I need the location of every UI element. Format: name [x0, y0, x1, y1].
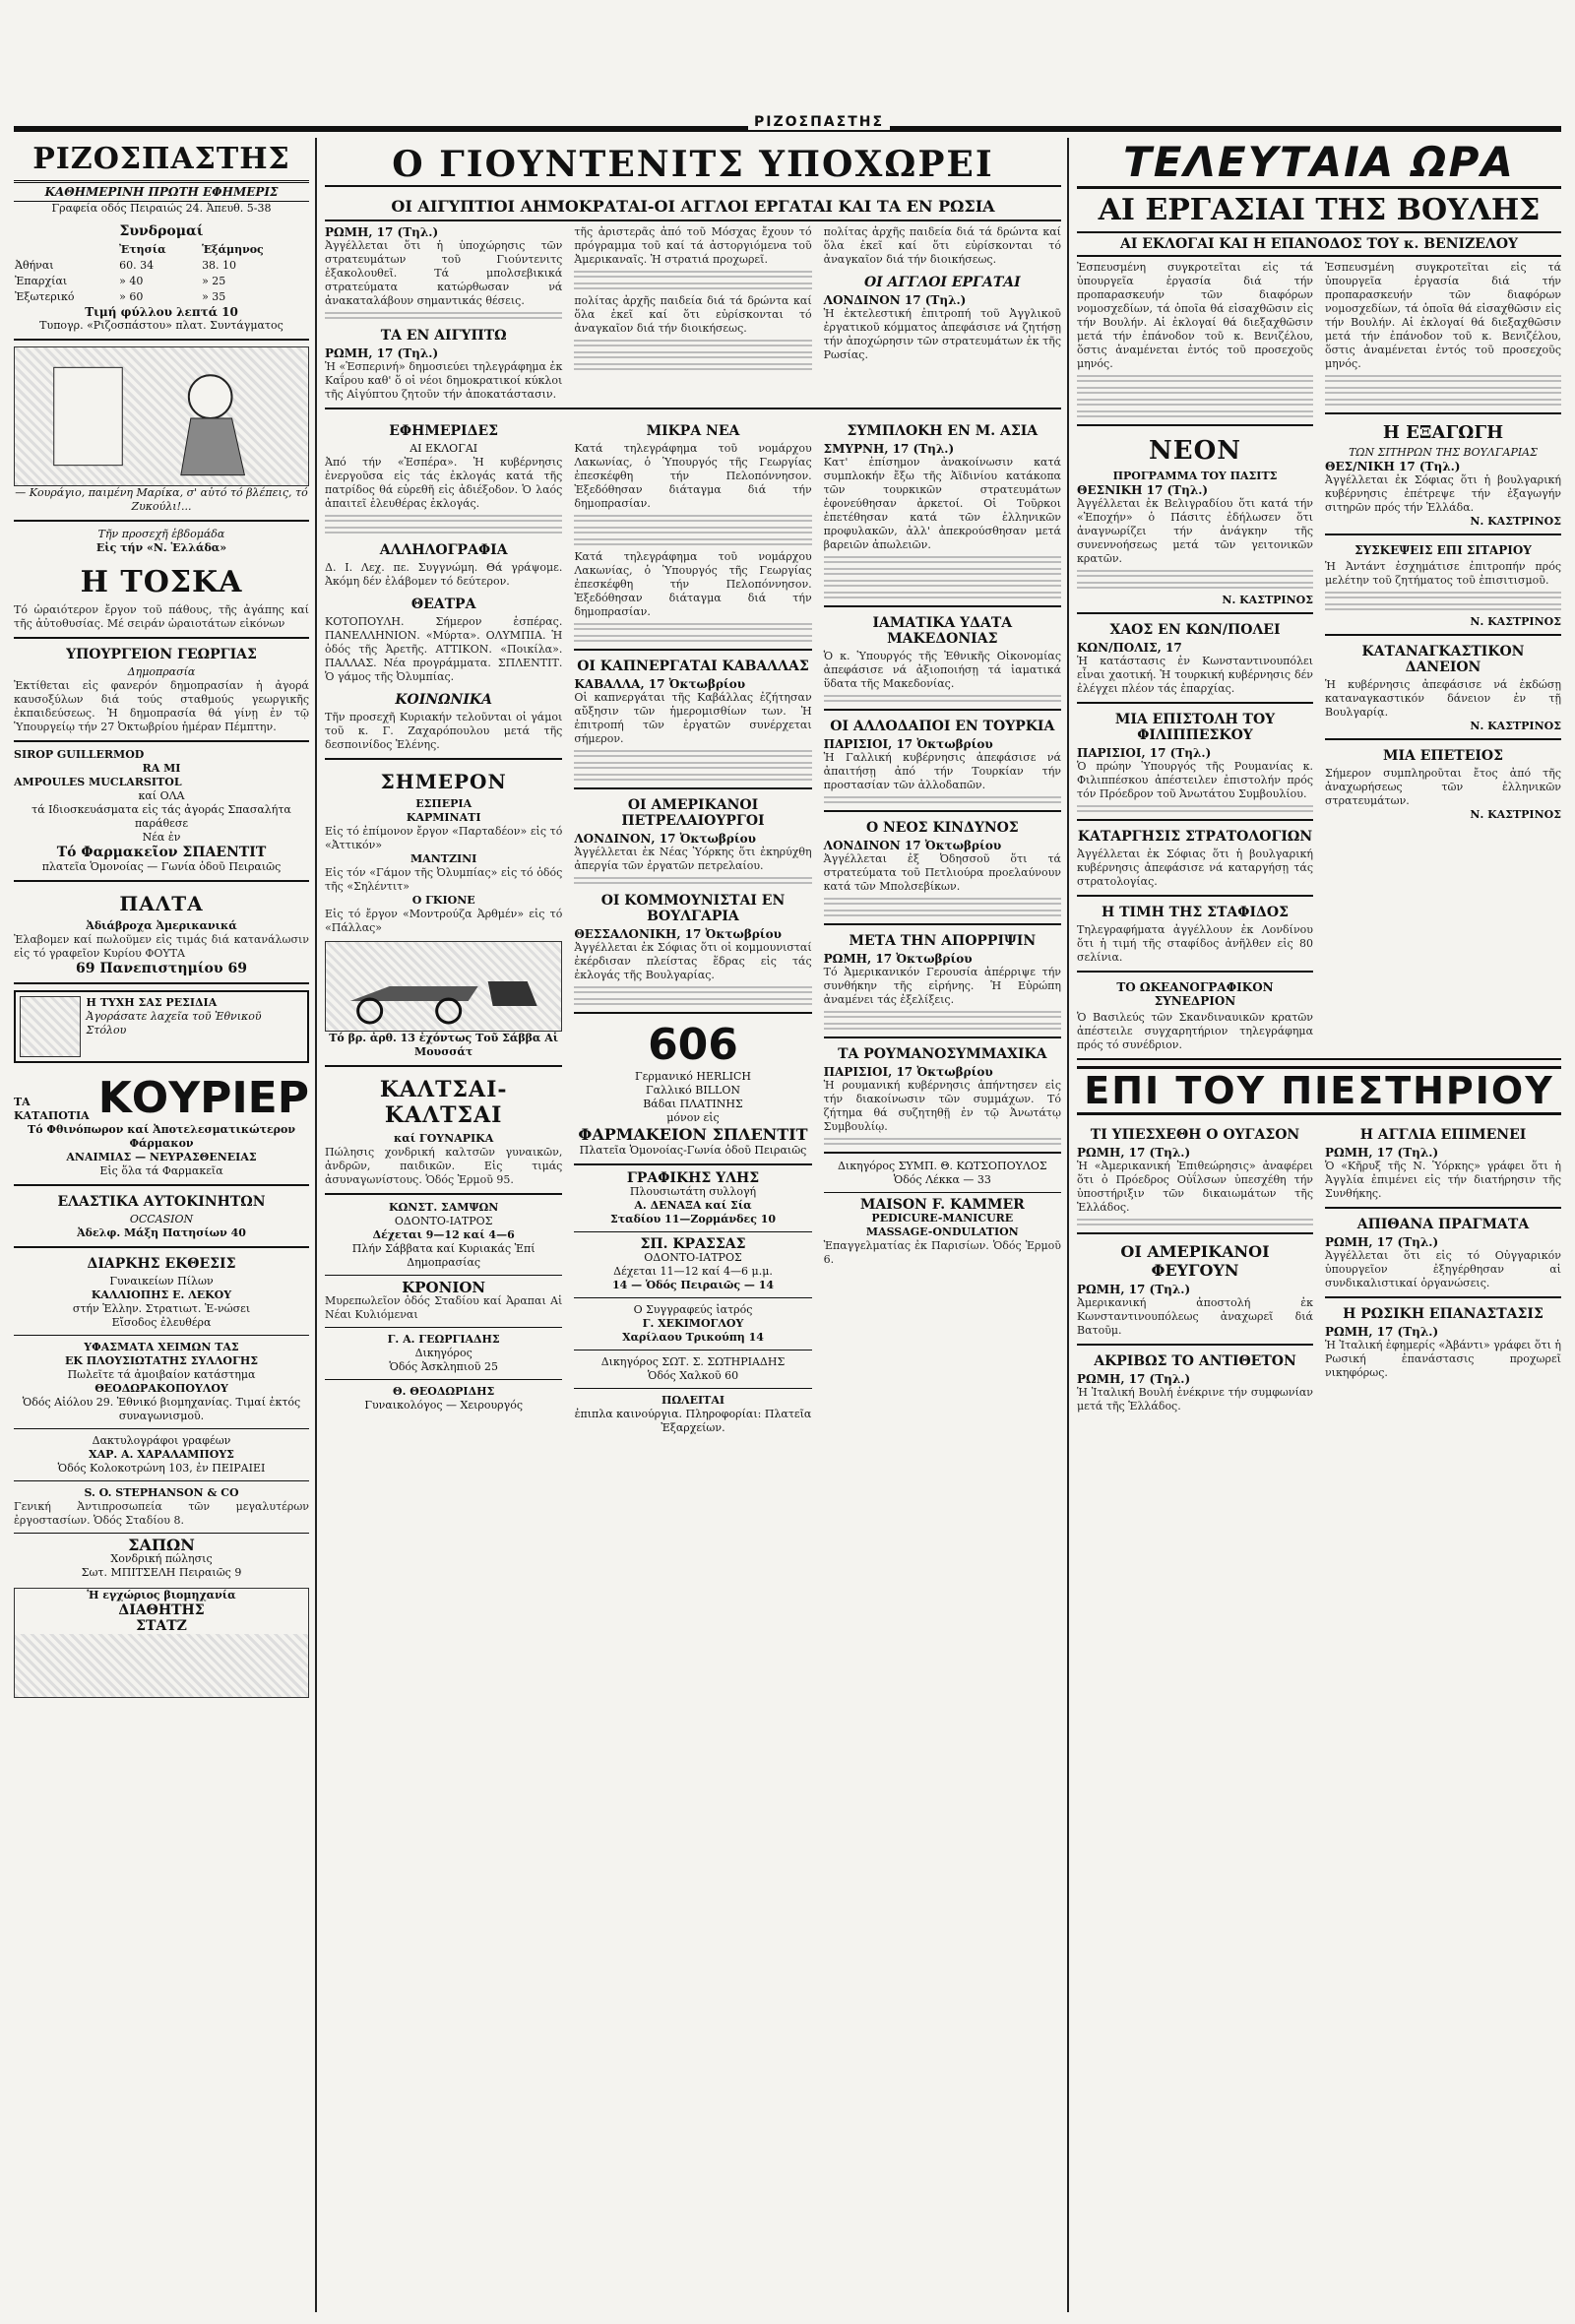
aggeia-heading: Η ΑΓΓΛΙΑ ΕΠΙΜΕΝΕΙ [1359, 1127, 1527, 1143]
epeteios-heading: ΜΙΑ ΕΠΕΤΕΙΟΣ [1382, 748, 1504, 764]
entopia-ad [14, 1588, 309, 1698]
iamatika-heading: ΙΑΜΑΤΙΚΑ ΥΔΑΤΑ ΜΑΚΕΔΟΝΙΑΣ [872, 615, 1013, 647]
typewriter-3: Ὁδός Κολοκοτρώνη 103, ἐν ΠΕΙΡΑΙΕΙ [57, 1462, 266, 1475]
subs-head: Ἑξάμηνος [202, 243, 264, 256]
mia-dateline: ΠΑΡΙΣΙΟΙ, 17 (Τηλ.) [1077, 746, 1212, 760]
sitodia-text: Ἡ Ἀντάντ ἐσχημάτισε ἐπιτροπήν πρός μελέτην τοῦ ζητήματος τοῦ ἐπισιτισμοῦ. [1325, 560, 1561, 587]
tosca-desc: Τό ὡραιότερον ἔργον τοῦ πάθους, τῆς ἀγάπης καί τῆς ἀὐτοθυσίας. Μέ σειράν ὡραιοτάτων εἰκόνων [14, 603, 309, 630]
karminati-text: Εἰς τό ἐπίμονον ἔργον «Παρταδέον» εἰς τό «Ἀττικόν» [325, 825, 563, 851]
ergasiai-text-cont: Ἐσπευσμένη συγκροτεῖται εἰς τά ὑπουργεῖα ἐργασία διά τήν προπαρασκευήν τῶν διαφόρων νομοσχεδίων, τά ὁποῖα θά εἰσαχθῶσιν εἰς τήν Βουλήν. Αἱ ἐκλογαί θά διεξαχθῶσιν μετά τήν ἐπάνοδον τοῦ κ. Βενιζέλου, ὅστις ἀναμένεται ἐντός τοῦ προσεχοῦς μηνός. [1325, 261, 1561, 370]
kaltses-heading: ΚΑΛΤΣΑΙ-ΚΑΛΤΣΑΙ [379, 1077, 508, 1128]
main-headline: Ο ΓΙΟΥΝΤΕΝΙΤΣ ΥΠΟΧΩΡΕΙ [325, 144, 1061, 187]
smyrni-dateline: ΣΜΥΡΝΗ, 17 (Τηλ.) [823, 442, 955, 456]
sled-caption: Τό βρ. ἀρθ. 13 ἐχόντως Τοῦ Σάββα Αἱ Μουσσάτ [329, 1032, 559, 1058]
ministry-sub: Δημοπρασία [127, 665, 196, 678]
kourier-ad [14, 1073, 309, 1123]
subs-cell: Ἀθήναι [15, 259, 54, 272]
ypes-dateline: ΡΩΜΗ, 17 (Τηλ.) [1077, 1146, 1191, 1160]
sotiriadis-2: Ὁδός Χαλκοῦ 60 [647, 1369, 739, 1382]
eklogai-sub: ΑΙ ΕΚΛΟΓΑΙ [410, 442, 478, 455]
fabrics-5: Ὁδός Αἰόλου 29. Ἐθνικό βιομηχανίας. Τιμαί ἐκτός συναγωνισμοῦ. [22, 1396, 301, 1422]
farmakeion-heading: ΦΑΡΜΑΚΕΙΟΝ ΣΠΛΕΝΤΙΤ [578, 1125, 808, 1144]
katargisis-text: Ἀγγέλλεται ἐκ Σόφιας ὅτι ἡ βουλγαρική κυβέρνησις ἀπεφάσισε νά καταργήσῃ τάς στρατολογίας. [1077, 848, 1313, 888]
mikra-nea-text-2: Κατά τηλεγράφημα τοῦ νομάρχου Λακωνίας, ὁ Ὑπουργός τῆς Γεωργίας ἐπεσκέφθη τήν Πελοπόννησον. Ἐξεδόθησαν διάταγμα διά τήν δημοπρασίαν. [574, 550, 812, 618]
herlich-4: μόνον εἰς [666, 1111, 720, 1124]
sitodia-signature: Ν. ΚΑΣΤΡΙΝΟΣ [1470, 615, 1561, 628]
graphikis-3: Α. ΔΕΝΑΞΑ καί Σία [634, 1199, 752, 1212]
right-column [1077, 138, 1561, 2312]
right-columns [1077, 261, 1561, 1052]
diarkis-5: Εἴσοδος ἐλευθέρα [111, 1316, 212, 1329]
kapnergatai-heading: ΟΙ ΚΑΠΝΕΡΓΑΤΑΙ ΚΑΒΑΛΛΑΣ [577, 659, 809, 674]
fabrics-4: ΘΕΟΔΩΡΑΚΟΠΟΥΛΟΥ [94, 1382, 228, 1395]
subs-cell: 60. 34 [119, 259, 155, 272]
polites-heading: ΠΩΛΕΙΤΑΙ [661, 1394, 725, 1407]
sirop-ad-5: τά Ιδιοσκευάσματα εἰς τάς ἀγοράς Σπασαλήτα παράθεσε [32, 803, 291, 830]
meta-dateline: ΡΩΜΗ, 17 Ὀκτωβρίου [823, 952, 973, 966]
subscriptions-table [14, 242, 309, 305]
tosca-title: Η ΤΟΣΚΑ [80, 565, 243, 599]
rome-text-2: τῆς ἀριστερᾶς ἀπό τοῦ Μόσχας ἔχουν τό πρόγραμμα τοῦ καί τά ἀστοργιόμενα τοῦ Ἀμερικαναῖς. Ἡ στρατιά προχωρεῖ. [574, 225, 812, 266]
kourier-desc-2: ΑΝΑΙΜΙΑΣ — ΝΕΥΡΑΣΘΕΝΕΙΑΣ [66, 1151, 257, 1163]
eklogai-subheading: ΑΙ ΕΚΛΟΓΑΙ ΚΑΙ Η ΕΠΑΝΟΔΟΣ ΤΟΥ κ. ΒΕΝΙΖΕΛΟΥ [1077, 233, 1561, 257]
krassas-4: 14 — Ὁδός Πειραιῶς — 14 [611, 1279, 775, 1291]
sapon-3: Σωτ. ΜΠΙΤΣΕΛΗ Πειραιῶς 9 [81, 1566, 242, 1579]
kekimoglou-2: Γ. ΧΕΚΙΜΟΓΛΟΥ [642, 1317, 744, 1330]
subs-cell: » 40 [119, 275, 144, 287]
lead-story [325, 225, 1061, 402]
egypt-text: Ἡ «Ἑσπερινή» δημοσιεύει τηλεγράφημα ἐκ Καΐρου καθ' ὅ οἱ νέοι δημοκρατικοί κύκλοι τῆς Αἰγύπτου ζητοῦν τήν ἀποκατάστασιν. [325, 360, 563, 401]
karminati-heading: ΚΑΡΜΙΝΑΤΙ [406, 811, 481, 824]
herlich-2: Γαλλικό BILLON [645, 1084, 740, 1097]
typewriter-2: ΧΑΡ. Α. ΧΑΡΑΛΑΜΠΟΥΣ [89, 1448, 234, 1461]
diarkis-4: στήν Ἑλλην. Στρατιωτ. Ἐ-νώσει [72, 1302, 251, 1315]
entopia-ad-2: ΔΙΑΘΗΤΗΣ [15, 1602, 308, 1618]
kronion-text: Μυρεπωλεῖον ὁδός Σταδίου καί Ἀραπαι Αἱ Νέαι Κυλιόμεναι [325, 1294, 563, 1321]
kourier-title: ΚΟΥΡΙΕΡ [97, 1073, 309, 1123]
subs-cell: 38. 10 [202, 259, 237, 272]
katargisis-heading: ΚΑΤΑΡΓΗΣΙΣ ΣΤΡΑΤΟΛΟΓΙΩΝ [1077, 829, 1313, 845]
konst-4: Πλήν Σάββατα καί Κυριακάς Ἐπί Δημοπρασίας [351, 1242, 536, 1269]
herlich-1: Γερμανικό HERLICH [635, 1070, 751, 1083]
sapon-heading: ΣΑΠΩΝ [128, 1536, 195, 1554]
theodoridis-heading: Θ. ΘΕΟΔΩΡΙΔΗΣ [393, 1385, 495, 1398]
aggeia-text: Ὁ «Κῆρυξ τῆς Ν. Ὑόρκης» γράφει ὅτι ἡ Ἀγγλία ἐπιμένει εἰς τήν διατήρησιν τῆς Συνθήκης. [1325, 1160, 1561, 1200]
kekimoglou-1: Ο Συγγραφεύς ἰατρός [633, 1303, 753, 1316]
col2-text-b: πολίτας ἀρχῆς παιδεία διά τά δρώντα καί ὅλα ἐκεῖ καί ὅτι εὐρίσκονται τό ἀναγκαῖον διά τήν διοικήσεως. [823, 225, 1061, 266]
kavala-text: Οἱ καπνεργάται τῆς Καβάλλας ἐζήτησαν αὔξησιν τῶν ἡμερομισθίων των. Ἡ ἐπιτροπή τῶν ἐργατῶν συνέρχεται σήμερον. [574, 691, 812, 745]
georgiadis-heading: Γ. Α. ΓΕΩΡΓΙΑΔΗΣ [387, 1333, 500, 1346]
london-text: Ἀγγέλλεται ἐξ Ὀδησσοῦ ὅτι τά στρατεύματα τοῦ Πετλιούρα προελαύνουν κατά τῶν Μπολσεβίκων. [823, 852, 1061, 893]
theatra-text: ΚΟΤΟΠΟΥΛΗ. Σήμερον ἑσπέρας. ΠΑΝΕΛΛΗΝΙΟΝ. «Μύρτα». ΟΛΥΜΠΙΑ. Ἡ ὁδός τῆς Ἀρετῆς. ΑΤΤΙΚΟΝ. «Ποικίλα». ΠΑΛΛΑΣ. Νέα προγράμματα. ΣΠΛΕΝΤΙΤ. Ὁ γάμος τῆς Ὀλυμπίας. [325, 615, 563, 683]
efimerides-heading: ΕΦΗΜΕΡΙΔΕΣ [389, 423, 499, 439]
workers-dateline: ΛΟΝΔΙΝΟΝ 17 (Τηλ.) [823, 293, 967, 307]
georgiadis-2: Δικηγόρος [414, 1347, 472, 1359]
neos-kindynos-heading: Ο ΝΕΟΣ ΚΙΝΔΥΝΟΣ [865, 820, 1019, 836]
apithana-dateline: ΡΩΜΗ, 17 (Τηλ.) [1325, 1235, 1439, 1249]
ergasiai-heading: ΑΙ ΕΡΓΑΣΙΑΙ ΤΗΣ ΒΟΥΛΗΣ [1077, 189, 1561, 233]
masthead: ΡΙΖΟΣΠΑΣΤΗΣ [14, 138, 309, 183]
farmakeion-addr: Πλατεῖα Ὁμονοίας-Γωνία ὁδοῦ Πειραιῶς [579, 1144, 807, 1157]
allilografia-heading: ΑΛΛΗΛΟΓΡΑΦΙΑ [379, 542, 508, 558]
sirop-ad-2: RA MI [142, 762, 181, 775]
egypt-heading: ΤΑ ΕΝ ΑΙΓΥΠΤΩ [380, 328, 507, 344]
kaltses-text: Πώλησις χονδρική καλτσῶν γυναικῶν, ἀνδρῶν, παιδικῶν. Εἰς τιμάς ἀσυναγωνίστους. Ὁδός Ἑρμοῦ 95. [325, 1146, 563, 1186]
running-head: ΡΙΖΟΣΠΑΣΤΗΣ [748, 114, 890, 130]
lottery-title: Η ΤΥΧΗ ΣΑΣ ΡΕΣΙΔΙΑ [86, 996, 218, 1009]
gounarika-heading: καί ΓΟΥΝΑΡΙΚΑ [394, 1132, 494, 1145]
mantzini-text: Εἰς τόν «Γάμον τῆς Ὀλυμπίας» εἰς τό ὁδός τῆς «Σηλέντιτ» [325, 866, 563, 893]
sled-illustration [325, 941, 562, 1032]
meta-text: Τό Ἀμερικανικόν Γερουσία ἀπέρριψε τήν συνθήκην τῆς εἰρήνης. Ἡ Εὐρώπη ἀναμένει τάς ἐξελίξεις. [823, 966, 1061, 1006]
graphikis-heading: ΓΡΑΦΙΚΗΣ ΥΛΗΣ [626, 1170, 760, 1186]
subs-cell: » 60 [119, 290, 144, 303]
konst-3: Δέχεται 9—12 καί 4—6 [372, 1228, 515, 1241]
rosiki-heading: Η ΡΩΣΙΚΗ ΕΠΑΝΑΣΤΑΣΙΣ [1343, 1306, 1544, 1322]
rosiki-dateline: ΡΩΜΗ, 17 (Τηλ.) [1325, 1325, 1439, 1339]
exagogi-heading: Η ΕΞΑΓΩΓΗ [1382, 422, 1504, 443]
masthead-subtitle: ΚΑΘΗΜΕΡΙΝΗ ΠΡΩΤΗ ΕΦΗΜΕΡΙΣ [14, 183, 309, 202]
fabrics-2: ΕΚ ΠΛΟΥΣΙΩΤΑΤΗΣ ΣΥΛΛΟΓΗΣ [64, 1354, 258, 1367]
aggeia-dateline: ΡΩΜΗ, 17 (Τηλ.) [1325, 1146, 1439, 1160]
graphikis-2: Πλουσιωτάτη συλλογή [629, 1185, 757, 1198]
diarkis-2: Γυναικείων Πίλων [109, 1275, 214, 1288]
caricature-illustration [14, 346, 309, 486]
konst-heading: ΚΩΝΣΤ. ΣΑΜΨΩΝ [388, 1201, 499, 1214]
rome-dateline: ΡΩΜΗ, 17 (Τηλ.) [325, 225, 439, 239]
typewriter-heading: Δακτυλογράφοι γραφέων [92, 1434, 231, 1447]
xaos-text: Ἡ κατάστασις ἐν Κωνσταντινουπόλει εἶναι χαοτική. Ἡ τουρκική κυβέρνησις δέν ἐλέγχει πλέον τάς ἐπαρχίας. [1077, 655, 1313, 695]
sirop-ad-4: καί ΟΛΑ [138, 789, 185, 802]
okean-text: Ὁ Βασιλεύς τῶν Σκανδιναυικῶν κρατῶν ἀπέστειλε συγχαρητήριον τηλεγράφημα πρός τό συνέδριον. [1077, 1011, 1313, 1051]
diarkis-3: ΚΑΛΛΙΟΠΗΣ Ε. ΛΕΚΟΥ [91, 1288, 232, 1301]
fabrics-heading: ΥΦΑΣΜΑΤΑ ΧΕΙΜΩΝ ΤΑΣ [84, 1341, 239, 1353]
sotiriadis-1: Δικηγόρος ΣΩΤ. Σ. ΣΩΤΗΡΙΑΔΗΣ [600, 1355, 786, 1368]
subs-cell: Ἐπαρχίαι [15, 275, 68, 287]
meta-heading: ΜΕΤΑ ΤΗΝ ΑΠΟΡΡΙΨΙΝ [849, 933, 1037, 949]
iamatika-text: Ὁ κ. Ὑπουργός τῆς Ἐθνικῆς Οἰκονομίας ἀπεφάσισε νά ἀξιοποιήσῃ τά ἰαματικά ὕδατα τῆς Μακεδονίας. [823, 650, 1061, 690]
akrivos-dateline: ΡΩΜΗ, 17 (Τηλ.) [1077, 1372, 1191, 1386]
kourier-prefix-2: ΚΑΤΑΠΟΤΙΑ [14, 1109, 90, 1122]
xaos-dateline: ΚΩΝ/ΠΟΛΙΣ, 17 [1077, 641, 1182, 655]
neon-dateline: ΘΕΣΝΙΚΗ 17 (Τηλ.) [1077, 483, 1209, 497]
ypesxethi-heading: ΤΙ ΥΠΕΣΧΕΘΗ Ο ΟΥΓΑΣΟΝ [1090, 1127, 1300, 1143]
main-subheadline: ΟΙ ΑΙΓΥΠΤΙΟΙ ΑΗΜΟΚΡΑΤΑΙ-ΟΙ ΑΓΓΛΟΙ ΕΡΓΑΤΑΙ ΚΑΙ ΤΑ ΕΝ ΡΩΣΙΑ [325, 193, 1061, 221]
koinonika-text: Τῆν προσεχῆ Κυριακήν τελοῦνται οἱ γάμοι τοῦ κ. Γ. Ζαχαρόπουλου μετά τῆς δεσποινίδος Ἑλένης. [325, 711, 563, 751]
lottery-ad [14, 990, 309, 1063]
entopia-ad-1: Ἡ εγχώριος βιομηχανία [15, 1589, 308, 1602]
daneion-text: Ἡ κυβέρνησις ἀπεφάσισε νά ἐκδώσῃ καταναγκαστικόν δάνειον ἐν τῇ Βουλγαρίᾳ. [1325, 678, 1561, 719]
middle-section [325, 415, 1061, 1435]
amer-f-dateline: ΡΩΜΗ, 17 (Τηλ.) [1077, 1283, 1191, 1296]
mikra-nea-text: Κατά τηλεγράφημα τοῦ νομάρχου Λακωνίας, ὁ Ὑπουργός τῆς Γεωργίας ἐπεσκέφθη τήν Πελοπόννησον. Ἐξεδόθησαν διάταγμα διά τήν δημοπρασίαν. [574, 442, 812, 510]
simeron-heading: ΣΗΜΕΡΟΝ [380, 770, 507, 793]
col2-text: πολίτας ἀρχῆς παιδεία διά τά δρώντα καί ὅλα ἐκεῖ καί ὅτι εὐρίσκονται τό ἀναγκαῖον διά τήν διοικήσεως. [574, 294, 812, 335]
smyrni-text: Κατ' ἐπίσημον ἀνακοίνωσιν κατά συμπλοκήν ἔξω τῆς Ἀϊδινίου κατάκοπα τῶν τουρκικῶν στρατευμάτων ἐφονεύθησαν ἀρκετοί. Οἱ Τοῦρκοι ἐπετέθησαν κατά τῶν ἑλληνικῶν προφυλακῶν, ἀλλ' ἀπεκρούσθησαν μετά βαρειῶν ἀπωλειῶν. [823, 456, 1061, 551]
roumanos-heading: ΤΑ ΡΟΥΜΑΝΟΣΥΜΜΑΧΙΚΑ [838, 1046, 1047, 1062]
teleutaia-ora-heading: ΤΕΛΕΥΤΑΙΑ ΩΡΑ [1077, 138, 1561, 189]
elastic-address: Ἀδελφ. Μάξη Πατησίων 40 [77, 1226, 246, 1239]
kommounistai-heading: ΟΙ ΚΟΜΜΟΥΝΙΣΤΑΙ ΕΝ ΒΟΥΛΓΑΡΙΑ [600, 893, 786, 924]
caricature-drawing [15, 347, 308, 485]
exagogi-dateline: ΘΕΣ/ΝΙΚΗ 17 (Τηλ.) [1325, 460, 1461, 473]
daneion-heading: ΚΑΤΑΝΑΓΚΑΣΤΙΚΟΝ ΔΑΝΕΙΟΝ [1361, 644, 1525, 675]
mia-epistoli-heading: ΜΙΑ ΕΠΙΣΤΟΛΗ ΤΟΥ ΦΙΛΙΠΠΕΣΚΟΥ [1114, 712, 1276, 743]
roum-dateline: ΠΑΡΙΣΙΟΙ, 17 Ὀκτωβρίου [823, 1065, 993, 1079]
weekly-line-2: Εἰς τήν «Ν. Ἑλλάδα» [95, 541, 227, 554]
print-line: Τυπογρ. «Ριζοσπάστου» πλατ. Συντάγματος [39, 319, 284, 332]
sapon-2: Χονδρική πώλησις [110, 1552, 213, 1565]
paris-text: Ἡ Γαλλική κυβέρνησις ἀπεφάσισε νά ἀπαιτήσῃ ἀπό τήν Τουρκίαν τήν προστασίαν τῶν ἀλλοδαπῶν. [823, 751, 1061, 791]
pharmacy-line: Τό Φαρμακεῖον ΣΠΑΕΝΤΙΤ [56, 845, 267, 860]
kotsopoulos-1: Δικηγόρος ΣΥΜΠ. Θ. ΚΩΤΣΟΠΟΥΛΟΣ [837, 1160, 1047, 1172]
gkione-heading: Ο ΓΚΙΟΝΕ [411, 894, 475, 907]
column-rule [1067, 138, 1069, 2312]
exagogi-signature: Ν. ΚΑΣΤΡΙΝΟΣ [1470, 515, 1561, 528]
subs-cell: » 35 [202, 290, 226, 303]
theodoridis-2: Γυναικολόγος — Χειρουργός [364, 1399, 523, 1412]
subs-cell: » 25 [202, 275, 226, 287]
palta-address: 69 Πανεπιστημίου 69 [76, 961, 247, 976]
polites-text: ἐπιπλα καινούργια. Πληροφορίαι: Πλατεῖα Ἐξαρχείων. [574, 1408, 812, 1434]
amerikanoi-petr-heading: ΟΙ ΑΜΕΡΙΚΑΝΟΙ ΠΕΤΡΕΛΑΙΟΥΡΓΟΙ [621, 797, 765, 829]
price-line: Τιμή φύλλου λεπτά 10 [85, 305, 238, 319]
stephanson-heading: S. O. STEPHANSON & CO [84, 1486, 239, 1499]
mia-text: Ὁ πρώην Ὑπουργός τῆς Ρουμανίας κ. Φιλιππέσκου ἀπέστειλεν ἐπιστολήν πρός τόν Πρόεδρον τοῦ Ἀνωτάτου Συμβουλίου. [1077, 760, 1313, 800]
thess-dateline: ΘΕΣΣΑΛΟΝΙΚΗ, 17 Ὀκτωβρίου [574, 927, 782, 941]
esperia-heading: ΕΣΠΕΡΙΑ [415, 797, 472, 810]
caricature-caption: — Κουράγιο, παιμένη Μαρίκα, σ' αὐτό τό βλέπεις, τό Ζυκούλι!... [15, 486, 308, 513]
kourier-desc-3: Εἰς ὅλα τά Φαρμακεῖα [99, 1164, 223, 1177]
amer-text: Ἀγγέλλεται ἐκ Νέας Ὑόρκης ὅτι ἐκηρύχθη ἀπεργία τῶν ἐργατῶν πετρελαίου. [574, 846, 812, 872]
timi-heading: Η ΤΙΜΗ ΤΗΣ ΣΤΑΦΙΔΟΣ [1102, 905, 1289, 920]
neon-text: Ἀγγέλλεται ἐκ Βελιγραδίου ὅτι κατά τήν «Ἐποχήν» ὁ Πάσιτς ἐδήλωσεν ὅτι ἀναγνωρίζει τήν ἀνάγκην τῆς συνεννοήσεως μετά τῶν γειτονικῶν κρατῶν. [1077, 497, 1313, 565]
efimerides-text: Ἀπό τήν «Ἑσπέρα». Ἡ κυβέρνησις ἐνεργοῦσα εἰς τάς ἐκλογάς κατά τῆς πατρίδος θά εὑρεθῆ εἰς ἀδιέξοδον. Ὁ λαός ἀπαιτεῖ ἐλευθέρας ἐκλογάς. [325, 456, 563, 510]
kammer-3: MASSAGE-ONDULATION [865, 1225, 1019, 1238]
office-line: Γραφεία οδός Πειραιώς 24. Ἀπευθ. 5-38 [51, 202, 272, 215]
sled-drawing [326, 942, 561, 1031]
timi-text: Τηλεγραφήματα ἀγγέλλουν ἐκ Λονδίνου ὅτι ἡ τιμή τῆς σταφίδος ἀνῆλθεν εἰς 80 σελίνια. [1077, 923, 1313, 964]
number-606: 606 [648, 1020, 738, 1070]
epeteios-signature: Ν. ΚΑΣΤΡΙΝΟΣ [1470, 808, 1561, 821]
palta-sub: Ἀδιάβροχα Ἀμερικανικά [86, 919, 237, 932]
gkione-text: Εἰς τό ἔργον «Μοντρούζα Ἀρθμέν» εἰς τό «Πάλλας» [325, 908, 563, 934]
ergasiai-text: Ἐσπευσμένη συγκροτεῖται εἰς τά ὑπουργεῖα ἐργασία διά τήν προπαρασκευήν τῶν διαφόρων νομοσχεδίων, τά ὁποῖα θά εἰσαχθῶσιν εἰς τήν Βουλήν. Αἱ ἐκλογαί θά διεξαχθῶσιν μετά τήν ἐπάνοδον τοῦ κ. Βενιζέλου, ὅστις ἀναμένεται ἐντός τοῦ προσεχοῦς μηνός. [1077, 261, 1313, 370]
stephanson-text: Γενική Ἀντιπροσωπεία τῶν μεγαλυτέρων ἐργοστασίων. Ὁδός Σταδίου 8. [14, 1500, 309, 1527]
konst-2: ΟΔΟΝΤΟ-ΙΑΤΡΟΣ [394, 1215, 493, 1227]
krassas-2: ΟΔΟΝΤΟ-ΙΑΤΡΟΣ [644, 1251, 742, 1264]
graphikis-4: Σταδίου 11—Ζορμάνδες 10 [609, 1213, 777, 1225]
palta-title: ΠΑΛΤΑ [119, 892, 204, 915]
paris-dateline: ΠΑΡΙΣΙΟΙ, 17 Ὀκτωβρίου [823, 737, 993, 751]
neon-signature: Ν. ΚΑΣΤΡΙΝΟΣ [1222, 594, 1313, 606]
kotsopoulos-2: Ὁδός Λέκκα — 33 [893, 1173, 991, 1186]
elastic-sub: OCCASION [129, 1213, 194, 1225]
kammer-2: PEDICURE-MANICURE [871, 1212, 1014, 1225]
sirop-ad: SIROP GUILLERMOD [14, 748, 145, 761]
dice-illustration [20, 996, 81, 1057]
theatra-heading: ΘΕΑΤΡΑ [410, 597, 476, 612]
kavala-dateline: ΚΑΒΑΛΛΑ, 17 Ὀκτωβρίου [574, 677, 746, 691]
kourier-prefix: ΤΑ [14, 1096, 31, 1108]
kekimoglou-3: Χαρίλαου Τρικούπη 14 [622, 1331, 764, 1344]
fabrics-3: Πωλεῖτε τά ἀμοιβαίον κατάστημα [67, 1368, 256, 1381]
epi-piestiriou-heading: ΕΠΙ ΤΟΥ ΠΙΕΣΤΗΡΙΟΥ [1077, 1066, 1561, 1115]
mantzini-heading: ΜΑΝΤΖΙΝΙ [410, 852, 477, 865]
lottery-text: Ἀγοράσατε λαχεῖα τοῦ Ἐθνικοῦ Στόλου [86, 1010, 262, 1036]
entopia-ad-3: ΣΤΑΤΖ [15, 1618, 308, 1634]
ministry-text: Ἐκτίθεται εἰς φανερόν δημοπρασίαν ἡ ἀγορά καυσοξύλων διά τούς σταθμούς γεωργικῆς ἐκπαιδεύσεως. Ἡ δημοπρασία θά γίνῃ ἐν τῷ Ὑπουργείῳ τήν 27 Ὀκτωβρίου ἡμέραν Πέμπτην. [14, 679, 309, 733]
kourier-desc: Τό Φθινόπωρον καί Ἀποτελεσματικώτερον Φάρμακον [28, 1123, 295, 1150]
kammer-4: Ἐπαγγελματίας ἐκ Παρισίων. Ὁδός Ἑρμοῦ 6. [823, 1239, 1061, 1266]
allodapoi-heading: ΟΙ ΑΛΛΟΔΑΠΟΙ ΕΝ ΤΟΥΡΚΙΑ [830, 719, 1055, 734]
xaos-heading: ΧΑΟΣ ΕΝ ΚΩΝ/ΠΟΛΕΙ [1109, 622, 1281, 638]
apithana-heading: ΑΠΙΘΑΝΑ ΠΡΑΓΜΑΤΑ [1356, 1217, 1530, 1232]
epeteios-text: Σήμερον συμπληροῦται ἔτος ἀπό τῆς ἀναχωρήσεως τῶν ἑλληνικῶν στρατευμάτων. [1325, 767, 1561, 807]
ypes-text: Ἡ «Ἀμερικανική Ἐπιθεώρησις» ἀναφέρει ὅτι ὁ Πρόεδρος Οὐΐλσων ὑπεσχέθη τήν ὑποστήριξιν τῶν δικαιωμάτων τῆς Ἑλλάδος. [1077, 1160, 1313, 1214]
amer-feugoun-heading: ΟΙ ΑΜΕΡΙΚΑΝΟΙ ΦΕΥΓΟΥΝ [1120, 1242, 1270, 1280]
exagogi-text: Ἀγγέλλεται ἐκ Σόφιας ὅτι ἡ βουλγαρική κυβέρνησις ἐπέτρεψε τήν ἐξαγωγήν σιτηρῶν πρός τήν Ἑλλάδα. [1325, 473, 1561, 514]
kammer-heading: MAISON F. KAMMER [859, 1197, 1025, 1213]
piestiriou-columns [1077, 1119, 1561, 1413]
symploki-heading: ΣΥΜΠΛΟΚΗ ΕΝ Μ. ΑΣΙΑ [847, 423, 1039, 439]
weekly-line: Τῆν προσεχῆ ἑβδομάδα [97, 528, 225, 540]
koinonika-heading: ΚΟΙΝΩΝΙΚΑ [395, 692, 492, 708]
subscriptions-title: Συνδρομαί [119, 223, 204, 239]
egypt-dateline: ΡΩΜΗ, 17 (Τηλ.) [325, 346, 439, 360]
workers-heading: ΟΙ ΑΓΓΛΟΙ ΕΡΓΑΤΑΙ [863, 275, 1021, 290]
rosiki-text: Ἡ Ἰταλική ἐφημερίς «Ἀβάντι» γράφει ὅτι ἡ Ρωσική ἐπανάστασις προχωρεῖ νικηφόρως. [1325, 1339, 1561, 1379]
georgiadis-3: Ὁδός Ἀσκληπιοῦ 25 [389, 1360, 498, 1373]
london-dateline: ΛΟΝΔΙΝΟΝ 17 Ὀκτωβρίου [823, 839, 1002, 852]
center-column [325, 138, 1061, 2312]
pharmacy-addr: πλατεῖα Ὁμονοίας — Γωνία ὁδοῦ Πειραιῶς [41, 860, 282, 873]
roum-text: Ἡ ρουμανική κυβέρνησις ἀπήντησεν εἰς τήν διακοίνωσιν τῶν συμμάχων. Τό ζήτημα θά συζητηθῇ ἐν τῷ Ἀνωτάτῳ Συμβουλίῳ. [823, 1079, 1061, 1133]
apithana-text: Ἀγγέλλεται ὅτι εἰς τό Οὐγγαρικόν ὑπουργεῖον ἐξηγέρθησαν αἱ συνδικαλιστικαί ὀργανώσεις. [1325, 1249, 1561, 1289]
amer-f-text: Ἀμερικανική ἀποστολή ἐκ Κωνσταντινουπόλεως ἀναχωρεῖ διά Βατοῦμ. [1077, 1296, 1313, 1337]
daneion-signature: Ν. ΚΑΣΤΡΙΝΟΣ [1470, 720, 1561, 732]
allilografia-text: Δ. Ι. Λεχ. πε. Συγγνώμη. Θά γράψομε. Ἀκόμη δέν ἐλάβομεν τό δεύτερον. [325, 561, 563, 588]
diarkis-heading: ΔΙΑΡΚΗΣ ΕΚΘΕΣΙΣ [87, 1256, 236, 1272]
sirop-ad-6: Νέα ἐν [142, 831, 181, 844]
left-column [14, 138, 309, 2312]
workers-text: Ἡ ἐκτελεστική ἐπιτροπή τοῦ Ἀγγλικοῦ ἐργατικοῦ κόμματος ἀπεφάσισε νά ζητήσῃ τήν ἀποχώρησιν τῶν στρατευμάτων ἐκ τῆς Ρωσίας. [823, 307, 1061, 361]
subs-head: Ἐτησία [119, 243, 166, 256]
ministry-heading: ΥΠΟΥΡΓΕΙΟΝ ΓΕΩΡΓΙΑΣ [66, 647, 257, 662]
sitodia-heading: ΣΥΣΚΕΨΕΙΣ ΕΠΙ ΣΙΤΑΡΙΟΥ [1354, 543, 1532, 557]
akrivos-text: Ἡ Ἰταλική Βουλή ἐνέκρινε τήν συμφωνίαν μετά τῆς Ἑλλάδος. [1077, 1386, 1313, 1413]
rome-text: Ἀγγέλλεται ὅτι ἡ ὑποχώρησις τῶν στρατευμάτων τοῦ Γιούντενιτς ἐξακολουθεῖ. Τά μπολσεβικικά στρατεύματα κατώρθωσαν νά ἀνακαταλάβουν σημαντικάς θέσεις. [325, 239, 563, 307]
thess-text: Ἀγγέλλεται ἐκ Σόφιας ὅτι οἱ κομμουνισταί ἐκέρδισαν πλείστας ἕδρας εἰς τάς ἐκλογάς τῆς Βουλγαρίας. [574, 941, 812, 981]
krassas-heading: ΣΠ. ΚΡΑΣΣΑΣ [640, 1236, 746, 1252]
amer-dateline: ΛΟΝΔΙΝΟΝ, 17 Ὀκτωβρίου [574, 832, 756, 846]
programma-heading: ΠΡΟΓΡΑΜΜΑ ΤΟΥ ΠΑΣΙΤΣ [1112, 470, 1278, 482]
sirop-ad-3: AMPOULES MUCLARSITOL [14, 776, 182, 788]
neon-heading: ΝΕΟΝ [1149, 436, 1241, 466]
kronion-heading: ΚΡΟΝΙΟΝ [402, 1279, 486, 1296]
palta-text: Ἐλαβομεν καί πωλοῦμεν εἰς τιμάς διά κατανάλωσιν εἰς τό γραφεῖον Κυρίου ΦΟΥΤΑ [14, 933, 309, 960]
elastic-heading: ΕΛΑΣΤΙΚΑ ΑΥΤΟΚΙΝΗΤΩΝ [57, 1194, 266, 1210]
subs-cell: Ἐξωτερικό [15, 290, 75, 303]
exagogi-sub: ΤΩΝ ΣΙΤΗΡΩΝ ΤΗΣ ΒΟΥΛΓΑΡΙΑΣ [1349, 446, 1538, 459]
mikra-nea-heading: ΜΙΚΡΑ ΝΕΑ [646, 423, 740, 439]
okeanografiko-heading: ΤΟ ΩΚΕΑΝΟΓΡΑΦΙΚΟΝ ΣΥΝΕΔΡΙΟΝ [1116, 980, 1274, 1008]
herlich-3: Βάδαι ΠΛΑΤΙΝΗΣ [643, 1098, 743, 1110]
akrivos-heading: ΑΚΡΙΒΩΣ ΤΟ ΑΝΤΙΘΕΤΟΝ [1094, 1353, 1296, 1369]
column-rule [315, 138, 317, 2312]
krassas-3: Δέχεται 11—12 καί 4—6 μ.μ. [613, 1265, 773, 1278]
